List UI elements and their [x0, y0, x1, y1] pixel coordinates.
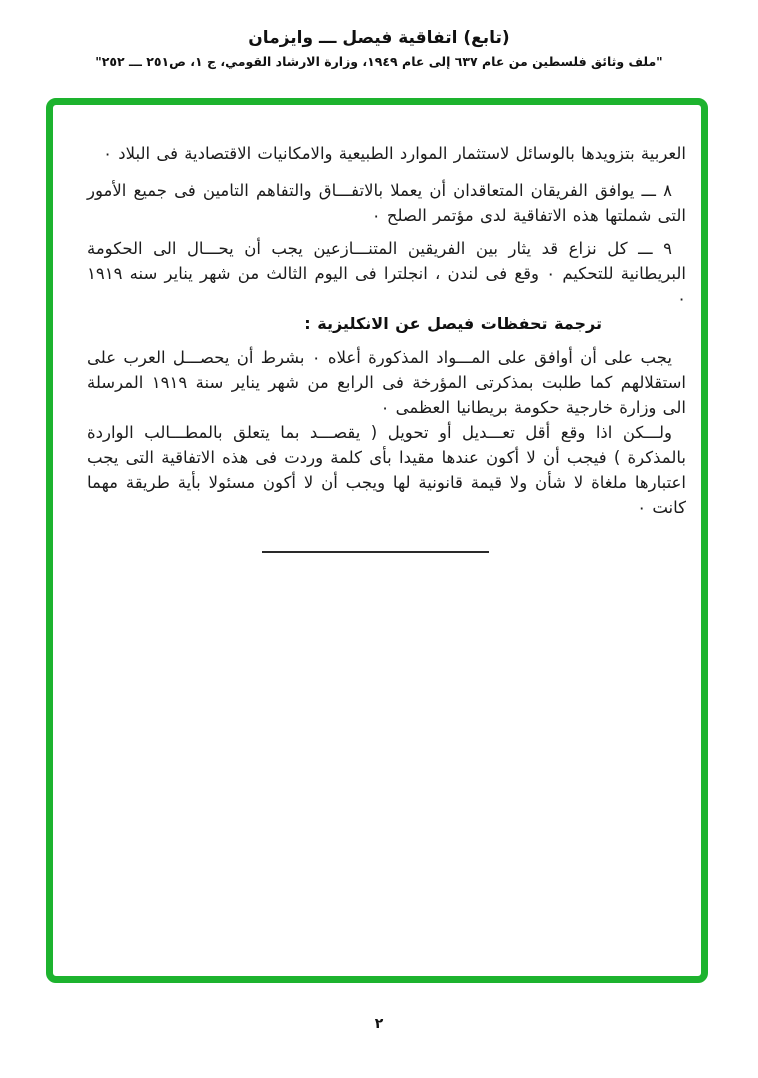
document-body — [87, 141, 686, 520]
document-title: (تابع) اتفاقية فيصل ـــ وايزمان — [248, 28, 510, 48]
page-number: ٢ — [374, 1016, 384, 1032]
section-divider-rule — [262, 551, 489, 553]
paragraph: ٨ ـــ يوافق الفريقان المتعاقدان أن يعملا بالاتفـــاق والتفاهم التامين فى جميع الأمور التى شملتها هذه الاتفاقية لدى مؤتمر الصلح ٠ — [87, 181, 686, 225]
paragraph: ولـــكن اذا وقع أقل تعـــديل أو تحويل ( يقصـــد بما يتعلق بالمطـــالب الواردة بالمذكرة ) فيجب أن لا أكون عندها مقيدا بأى كلمة وردت فى هذه الاتفاقية التى يجب اعتبارها ملغاة لا شأن ولا قيمة قانونية لها ويجب أن لا أكون مسئولا بأية طريقة مهما كانت ٠ — [87, 423, 686, 517]
paragraph: العربية بتزويدها بالوسائل لاستثمار الموارد الطبيعية والامكانيات الاقتصادية فى البلاد ٠ — [103, 144, 686, 163]
page-header — [0, 28, 758, 69]
paragraph: يجب على أن أوافق على المـــواد المذكورة أعلاه ٠ بشرط أن يحصـــل العرب على استقلالهم كما طلبت بمذكرتى المؤرخة فى الرابع من شهر يناير سنة ١٩١٩ المرسلة الى وزارة خارجية حكومة بريطانيا العظمى ٠ — [87, 348, 687, 417]
green-border-frame — [46, 98, 708, 983]
section-heading: ترجمة تحفظات فيصل عن الانكليزية : — [304, 314, 602, 333]
document-source-citation: "ملف وثائق فلسطين من عام ٦٣٧ إلى عام ١٩٤٩، وزارة الارشاد القومي، ج ١، ص٢٥١ ـــ ٢٥٢" — [95, 54, 663, 69]
paragraph: ٩ ـــ كل نزاع قد يثار بين الفريقين المتنـــازعين يجب أن يحـــال الى الحكومة البريطانية للتحكيم ٠ وقع فى لندن ، انجلترا فى اليوم الثالث من شهر يناير سنه ١٩١٩ ٠ — [87, 239, 686, 308]
